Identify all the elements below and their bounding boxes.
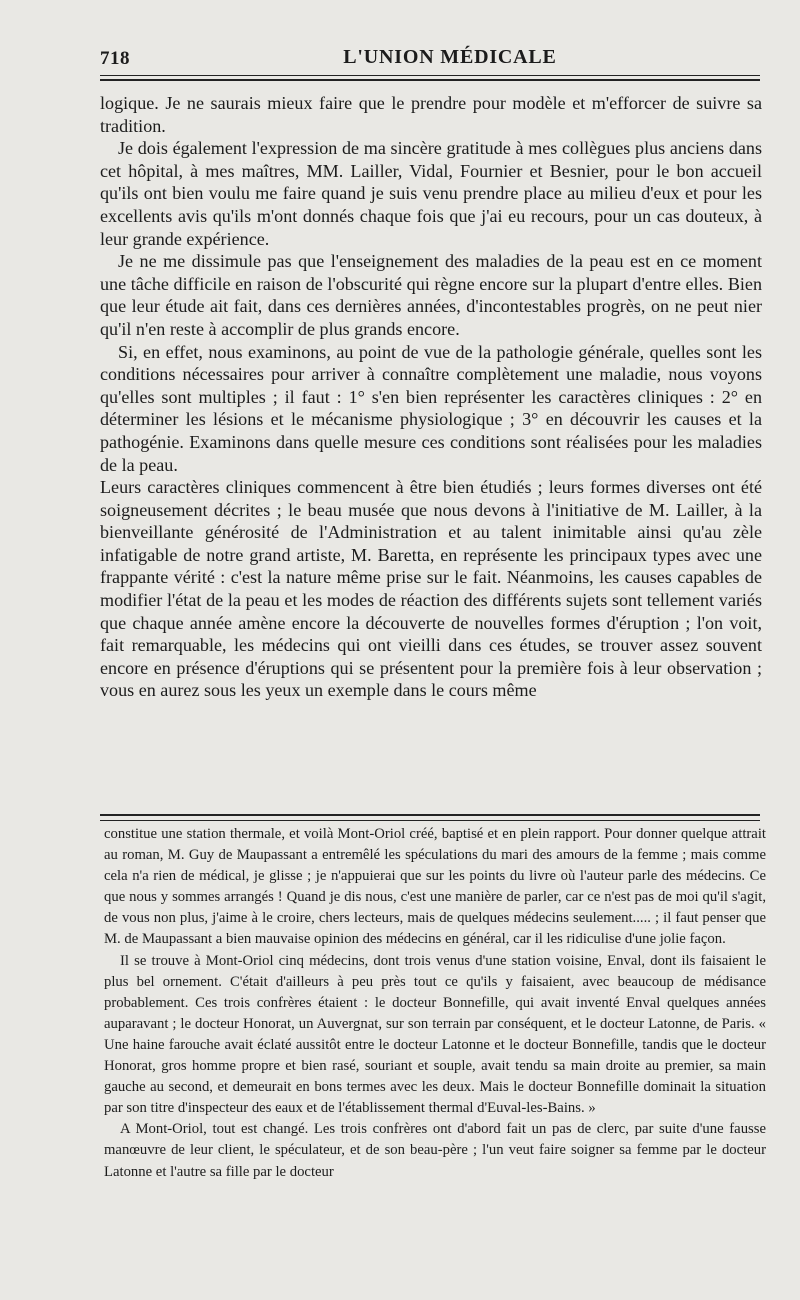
main-paragraph: Leurs caractères cliniques commencent à être bien étudiés ; leurs formes diverses ont été soigneusement décrites ; le beau musée que nous devons à l'initiative de M. Lailler, à la bienveillante générosité de l'Administration et au talent inimitable ainsi qu'au zèle infatigable de notre grand artiste, M. Baretta, en représente les principaux types avec une frappante vérité : c'est la nature même prise sur le fait. Néanmoins, les causes capables de modifier l'état de la peau et les modes de réaction des différents sujets sont tellement variés que chaque année amène encore la découverte de nouvelles formes d'éruption ; l'on voit, fait remarquable, les médecins qui ont vieilli dans ces études, se trouver assez souvent encore en présence d'éruptions qui se présentent pour la première fois à leur observation ; vous en aurez sous les yeux un exemple dans le cours même bbox=[100, 477, 762, 701]
main-paragraph: Je ne me dissimule pas que l'enseignement des maladies de la peau est en ce moment une tâche difficile en raison de l'obscurité qui règne encore sur la plupart d'entre elles. Bien que leur étude ait fait, dans ces dernières années, d'incontestables progrès, on ne peut nier qu'il n'en reste à accomplir de plus grands encore. bbox=[100, 251, 762, 339]
footnote-rule-thin bbox=[100, 820, 760, 821]
footnote-paragraph: A Mont-Oriol, tout est changé. Les trois confrères ont d'abord fait un pas de clerc, par suite d'une fausse manœuvre de leur client, le spéculateur, et de son beau-père ; l'un veut faire soigner sa femme par le docteur Latonne et l'autre sa fille par le docteur bbox=[104, 1121, 766, 1180]
main-paragraph: Je dois également l'expression de ma sincère gratitude à mes collègues plus anciens dans cet hôpital, à mes maîtres, MM. Lailler, Vidal, Fournier et Besnier, pour le bon accueil qu'ils ont bien voulu me faire quand je suis venu prendre place au milieu d'eux et pour les excellents avis qu'ils m'ont donnés chaque fois que j'ai eu recours, pour un cas douteux, à leur grande expérience. bbox=[100, 138, 762, 249]
footnote-rule-thick bbox=[100, 814, 760, 816]
footnote bbox=[104, 824, 766, 1183]
main-paragraph-continued: logique. Je ne saurais mieux faire que le prendre pour modèle et m'efforcer de suivre sa tradition. bbox=[100, 93, 762, 136]
page-number: 718 bbox=[100, 48, 130, 69]
main-paragraph: Si, en effet, nous examinons, au point de vue de la pathologie générale, quelles sont les conditions nécessaires pour arriver à connaître complètement une maladie, nous voyons qu'elles sont multiples ; il faut : 1° s'en bien représenter les caractères cliniques : 2° en déterminer les lésions et le mécanisme physiologique ; 3° en découvrir les causes et la pathogénie. Examinons dans quelle mesure ces conditions sont réalisées pour les maladies de la peau. bbox=[100, 341, 762, 475]
journal-title: L'UNION MÉDICALE bbox=[343, 46, 557, 68]
header-rule-thick bbox=[100, 79, 760, 81]
footnote-paragraph: Il se trouve à Mont-Oriol cinq médecins, dont trois venus d'une station voisine, Enval, dont ils faisaient le plus bel ornement. C'était d'ailleurs à peu près tout ce qu'ils y faisaient, avec beaucoup de médisance probablement. Ces trois confrères étaient : le docteur Bonnefille, qui avait inventé Enval quelques années auparavant ; le docteur Honorat, un Auvergnat, sur son terrain par conséquent, et le docteur Latonne, de Paris. « Une haine farouche avait éclaté aussitôt entre le docteur Latonne et le docteur Bonnefille, tandis que le docteur Honorat, gros homme propre et bien rasé, souriant et souple, avait tendu sa main droite au premier, sa main gauche au second, et demeurait en bons termes avec les deux. Mais le docteur Bonnefille dominait la situation par son titre d'inspecteur des eaux et de l'établissement thermal d'Euval-les-Bains. » bbox=[104, 952, 766, 1117]
header-rule-thin bbox=[100, 75, 760, 76]
running-head bbox=[100, 44, 760, 74]
main-text bbox=[100, 92, 762, 702]
footnote-paragraph-continued: constitue une station thermale, et voilà Mont-Oriol créé, baptisé et en plein rapport. Pour donner quelque attrait au roman, M. Guy de Maupassant a entremêlé les spéculations du mari des amours de la femme ; mais comme cela n'a rien de médical, je glisse ; je n'appuierai que sur les points du livre où l'auteur parle des médecins. Ce que nous y sommes arrangés ! Quand je dis nous, c'est une manière de parler, car ce n'est pas de moi qu'il s'agit, de vous non plus, j'aime à le croire, chers lecteurs, mais de quelques médecins seulement..... ; il faut penser que M. de Maupassant a bien mauvaise opinion des médecins en général, car il les ridiculise d'une jolie façon. bbox=[104, 826, 766, 948]
